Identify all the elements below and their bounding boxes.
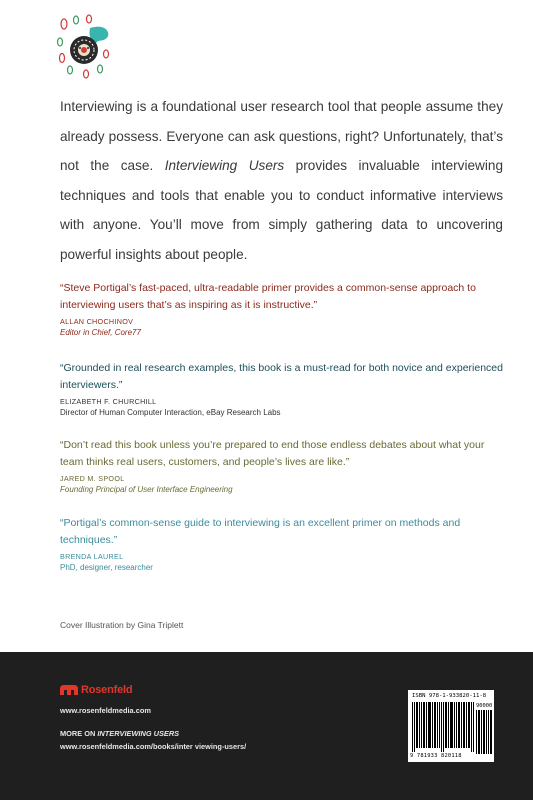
rosenfeld-logo-icon bbox=[60, 685, 78, 695]
testimonial-text: “Grounded in real research examples, this book is a must-read for both novice and experienced interviewers.” bbox=[60, 362, 503, 391]
isbn-number: ISBN 978-1-933820-11-8 bbox=[412, 693, 487, 699]
publisher-website-link[interactable]: www.rosenfeldmedia.com bbox=[60, 706, 151, 715]
testimonial-role: Director of Human Computer Interaction, eBay Research Labs bbox=[60, 408, 281, 417]
testimonial-1 bbox=[60, 280, 505, 338]
ean-number: 9 781933 820118 bbox=[410, 753, 462, 759]
publisher-footer bbox=[0, 652, 533, 800]
more-prefix: MORE ON bbox=[60, 729, 98, 738]
price-addon-number: 90000 bbox=[476, 703, 493, 709]
testimonial-author: ELIZABETH F. CHURCHILL bbox=[60, 397, 157, 406]
testimonial-3 bbox=[60, 437, 505, 495]
description-part-2: provides invaluable interviewing techniques and tools that enable you to conduct informative interviews with anyone. You’ll move from simply gathering data to uncovering powerful insights about people. bbox=[60, 158, 504, 262]
more-on-book-heading bbox=[60, 729, 179, 738]
barcode-bars bbox=[412, 702, 474, 752]
testimonial-author: BRENDA LAUREL bbox=[60, 552, 124, 561]
book-description bbox=[60, 92, 503, 269]
testimonial-author: ALLAN CHOCHINOV bbox=[60, 317, 134, 326]
testimonial-author: JARED M. SPOOL bbox=[60, 474, 125, 483]
testimonial-role: PhD, designer, researcher bbox=[60, 563, 153, 572]
book-page-link[interactable]: www.rosenfeldmedia.com/books/inter viewing-users/ bbox=[60, 742, 247, 751]
publisher-name: Rosenfeld bbox=[81, 684, 133, 696]
testimonial-role: Editor in Chief, Core77 bbox=[60, 328, 141, 337]
testimonial-4 bbox=[60, 515, 505, 573]
more-book-title: INTERVIEWING USERS bbox=[97, 729, 180, 738]
book-title: Interviewing Users bbox=[164, 158, 285, 173]
interview-illustration-icon bbox=[56, 14, 112, 80]
testimonial-2 bbox=[60, 360, 505, 418]
publisher-logo[interactable] bbox=[60, 684, 132, 696]
testimonial-role: Founding Principal of User Interface Engineering bbox=[60, 485, 233, 494]
description-part-1: Interviewing is a foundational user research tool that people assume they already possess. Everyone can ask questions, right? Unfortunately, that’s not the case. bbox=[60, 99, 503, 173]
testimonial-text: “Steve Portigal’s fast-paced, ultra-readable primer provides a common-sense approach to interviewing users that’s as inspiring as it is instructive.” bbox=[60, 282, 476, 311]
isbn-barcode bbox=[408, 690, 494, 762]
testimonial-text: “Don’t read this book unless you’re prepared to end those endless debates about what your team thinks real users, customers, and people’s lives are like.” bbox=[60, 439, 485, 468]
testimonial-text: “Portigal’s common-sense guide to interviewing is an excellent primer on methods and techniques.” bbox=[60, 517, 461, 546]
addon-barcode-bars bbox=[476, 710, 492, 754]
cover-illustration-credit: Cover Illustration by Gina Triplett bbox=[60, 620, 184, 630]
